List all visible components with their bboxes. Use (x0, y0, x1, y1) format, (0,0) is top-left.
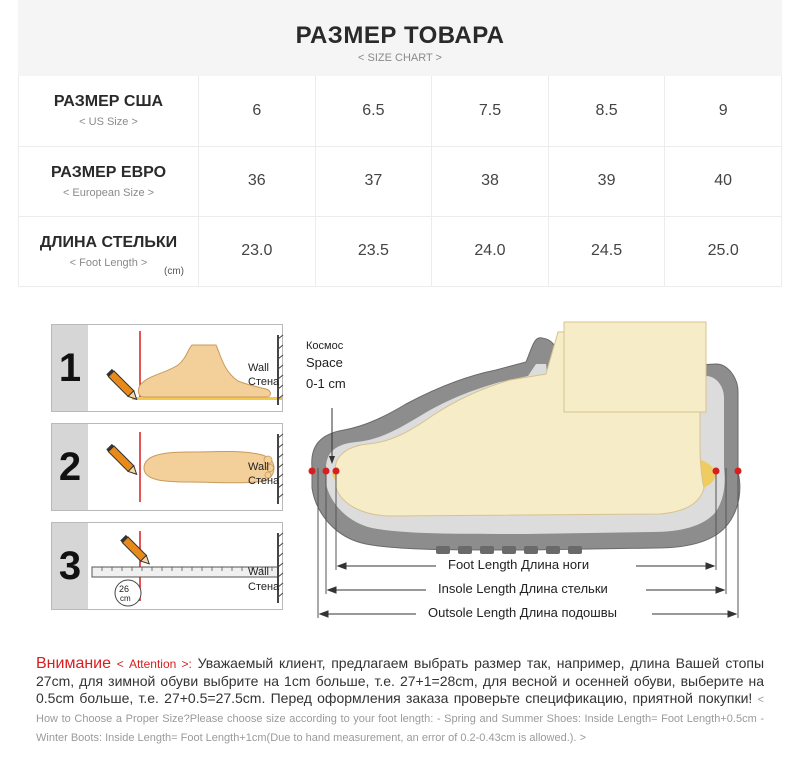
space-label-ru: Космос (306, 340, 344, 352)
table-row-length (19, 216, 782, 286)
attention-text-ru: Уважаемый клиент, предлагаем выбрать размер так, например, длина Вашей стопы 27cm, для зимной обуви выбрите на 1cm больше, т.е. 27+1=28cm, для весной и осенней обуви, выберите на 0.5cm больше, т.е. 27+0.5=27.5cm. Перед оформления заказа проверьте спецификацию, приятной покупки! (36, 655, 765, 706)
ruler-reading: 26 (119, 584, 130, 594)
step-2-panel (51, 423, 283, 511)
wall-label-ru: Стена (248, 581, 280, 593)
row-header-us (19, 76, 199, 146)
pencil-icon (106, 444, 139, 477)
row-unit: (cm) (164, 265, 184, 277)
row-sublabel: < European Size > (62, 186, 155, 199)
table-cell: 24.5 (548, 216, 665, 286)
table-cell: 25.0 (665, 216, 782, 286)
table-row-us (19, 76, 782, 146)
attention-note (36, 655, 764, 747)
attention-label: Внимание (36, 655, 112, 672)
row-label: РАЗМЕР ЕВРО (50, 163, 167, 181)
step-3-panel (51, 522, 283, 610)
row-header-length (19, 216, 199, 286)
table-cell: 40 (665, 146, 782, 216)
step-number: 3 (52, 523, 88, 609)
row-header-eu (19, 146, 199, 216)
wall-label-en: Wall (248, 461, 269, 473)
table-row-eu (19, 146, 782, 216)
insole-length-label: Insole Length Длина стельки (438, 581, 608, 596)
ankle-shape (564, 322, 706, 412)
table-cell: 36 (199, 146, 316, 216)
page-title: РАЗМЕР ТОВАРА (295, 22, 505, 49)
step-number: 1 (52, 325, 88, 411)
table-cell: 6 (199, 76, 316, 146)
wall-label-en: Wall (248, 566, 269, 578)
ruler-unit: cm (120, 594, 131, 603)
row-label: ДЛИНА СТЕЛЬКИ (39, 233, 178, 251)
table-cell: 7.5 (432, 76, 549, 146)
size-table (18, 76, 782, 287)
pencil-icon (120, 535, 152, 567)
table-cell: 23.5 (315, 216, 432, 286)
table-cell: 37 (315, 146, 432, 216)
table-cell: 38 (432, 146, 549, 216)
table-cell: 9 (665, 76, 782, 146)
measurement-steps (51, 324, 283, 621)
row-label: РАЗМЕР США (53, 93, 164, 111)
foot-length-label: Foot Length Длина ноги (448, 557, 590, 572)
wall-label-ru: Стена (248, 475, 280, 487)
pencil-icon (106, 369, 139, 402)
table-cell: 8.5 (548, 76, 665, 146)
table-cell: 6.5 (315, 76, 432, 146)
attention-text-en: < How to Choose a Proper Size?Please choose size according to your foot length: - Spring and Summer Shoes: Inside Length= Foot Length+0.5cm - Winter Boots: Inside Length= Foot Length+1cm(Due to hand measurement, an error of 0.2-0.43cm is allowed.). > (36, 694, 764, 744)
wall-label-ru: Стена (248, 376, 280, 388)
step-number: 2 (52, 424, 88, 510)
attention-label-en: < Attention >: (116, 657, 192, 671)
outsole-length-label: Outsole Length Длина подошвы (428, 605, 617, 620)
page-subtitle: < SIZE CHART > (358, 52, 442, 64)
space-range: 0-1 cm (306, 376, 346, 391)
table-cell: 39 (548, 146, 665, 216)
row-sublabel: < Foot Length > (69, 256, 148, 269)
row-sublabel: < US Size > (79, 116, 138, 129)
step-1-panel (51, 324, 283, 412)
size-chart-header (18, 0, 782, 76)
table-cell: 23.0 (199, 216, 316, 286)
wall-label-en: Wall (248, 362, 269, 374)
table-cell: 24.0 (432, 216, 549, 286)
space-label-en: Space (306, 355, 343, 370)
